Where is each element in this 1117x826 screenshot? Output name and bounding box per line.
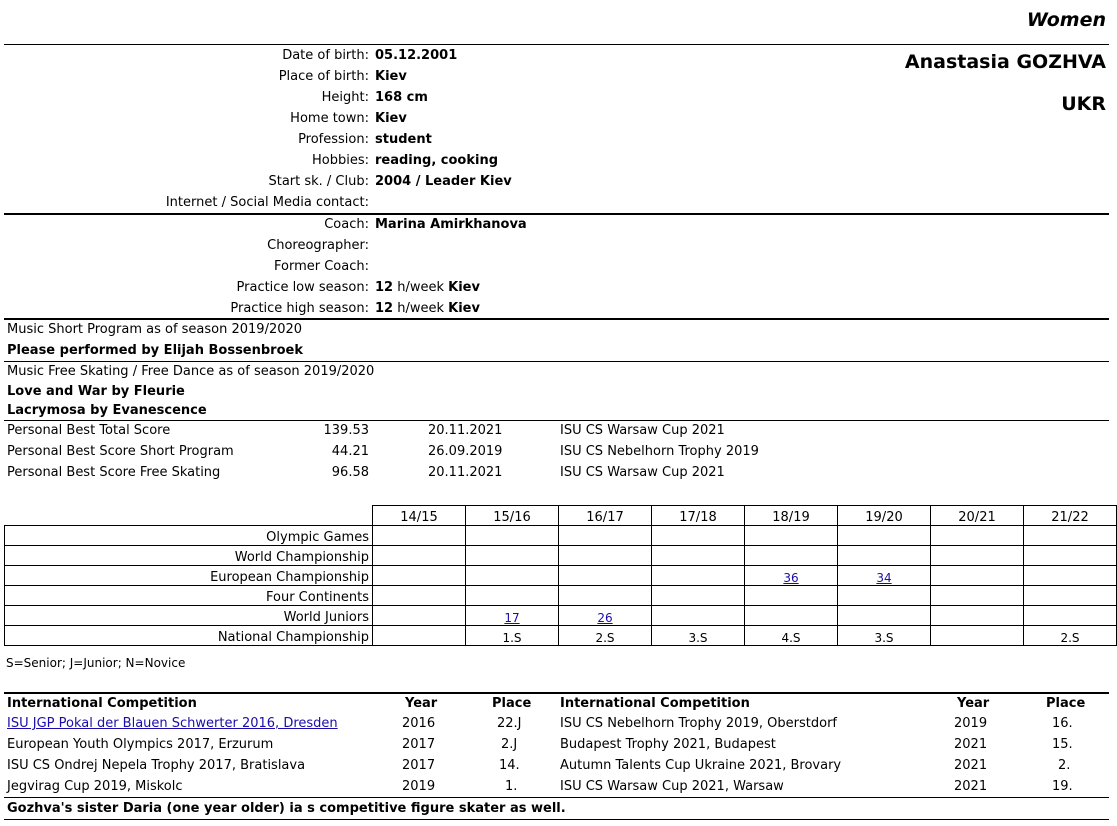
result-cell [559,586,652,606]
result-cell [373,626,466,646]
row-label: Olympic Games [5,526,373,546]
practice-high-place: Kiev [448,301,480,316]
coach-value: Marina Amirkhanova [375,217,527,232]
result-cell [466,546,559,566]
result-cell [931,526,1024,546]
competition-year: 2017 [402,737,436,752]
choreographer-label: Choreographer: [267,238,369,253]
competition-year: 2016 [402,716,436,731]
result-cell [652,546,745,566]
row-label: World Juniors [5,606,373,626]
music-fs-header: Music Free Skating / Free Dance as of season 2019/2020 [7,364,375,379]
season-header: 20/21 [931,506,1024,526]
practice-low-place: Kiev [448,280,480,295]
bio-divider [4,213,1109,215]
col-header-year: Year [405,696,438,711]
col-header-place: Place [1046,696,1086,711]
athlete-country: UKR [1061,93,1106,115]
music-fs-piece: Lacrymosa by Evanescence [7,403,207,418]
competition-year: 2017 [402,758,436,773]
bio-value: 05.12.2001 [375,48,458,63]
practice-high-hours: 12 [375,301,394,316]
season-header: 17/18 [652,506,745,526]
bio-label: Place of birth: [278,69,369,84]
competition-year: 2021 [954,758,988,773]
competition-name: Jegvirag Cup 2019, Miskolc [7,779,183,794]
competition-place: 19. [1052,779,1073,794]
bio-label: Hobbies: [312,153,369,168]
season-header: 15/16 [466,506,559,526]
result-cell: 2.S [1024,626,1117,646]
pb-date: 20.11.2021 [428,423,503,438]
music-fs-piece: Love and War by Fleurie [7,384,185,399]
practice-low-unit: h/week [393,280,449,295]
result-link[interactable]: 36 [783,571,799,585]
result-cell [373,526,466,546]
result-cell [559,566,652,586]
result-cell [838,566,931,586]
bio-value: reading, cooking [375,153,499,168]
music-divider [4,361,1109,362]
pb-label: Personal Best Score Short Program [7,444,234,459]
bio-label: Date of birth: [282,48,369,63]
season-header: 14/15 [373,506,466,526]
result-cell [1024,606,1117,626]
table-row [5,566,1117,586]
bio-label: Height: [321,90,369,105]
result-cell [745,546,838,566]
result-cell [838,606,931,626]
result-cell [745,526,838,546]
competition-name: ISU CS Ondrej Nepela Trophy 2017, Bratislava [7,758,306,773]
result-cell [373,546,466,566]
result-cell [838,586,931,606]
col-header-place: Place [492,696,532,711]
pb-label: Personal Best Total Score [7,423,171,438]
bio-label: Home town: [290,111,369,126]
pb-score: 139.53 [323,423,369,438]
result-cell [1024,566,1117,586]
result-cell [559,526,652,546]
result-cell [652,606,745,626]
result-cell [1024,526,1117,546]
season-header: 16/17 [559,506,652,526]
bio-label: Internet / Social Media contact: [165,195,369,210]
bio-value: 2004 / Leader Kiev [375,174,512,189]
competition-year: 2021 [954,737,988,752]
competition-year: 2021 [954,779,988,794]
table-row [5,546,1117,566]
season-header-row [5,506,1117,526]
result-cell [652,586,745,606]
bio-label: Profession: [298,132,369,147]
coach-label: Coach: [324,217,369,232]
result-cell [466,586,559,606]
pb-label: Personal Best Score Free Skating [7,465,221,480]
col-header-competition: International Competition [560,696,750,711]
music-sp-header: Music Short Program as of season 2019/2020 [7,322,303,337]
row-label: National Championship [5,626,373,646]
competitions-divider [4,692,1109,694]
practice-low-value [375,280,480,296]
result-cell [745,566,838,586]
result-cell: 1.S [466,626,559,646]
practice-low-hours: 12 [375,280,394,295]
pb-score: 44.21 [331,444,369,459]
result-cell [559,606,652,626]
corner-cell [5,506,373,526]
result-cell [838,526,931,546]
result-cell [1024,546,1117,566]
pb-date: 20.11.2021 [428,465,503,480]
result-cell: 3.S [838,626,931,646]
col-header-year: Year [957,696,990,711]
practice-low-label: Practice low season: [236,280,369,295]
competition-place: 22.J [497,716,522,731]
result-cell [652,566,745,586]
former-coach-label: Former Coach: [274,259,369,274]
season-header: 18/19 [745,506,838,526]
practice-high-value [375,301,480,317]
row-label: World Championship [5,546,373,566]
practice-high-label: Practice high season: [230,301,369,316]
result-cell [466,526,559,546]
note-divider [4,797,1109,798]
table-row [5,586,1117,606]
athlete-name: Anastasia GOZHVA [904,51,1106,73]
competition-name: European Youth Olympics 2017, Erzurum [7,737,274,752]
competition-name: ISU CS Nebelhorn Trophy 2019, Oberstdorf [560,716,837,731]
result-cell [931,566,1024,586]
practice-high-unit: h/week [393,301,449,316]
bio-value: 168 cm [375,90,428,105]
pb-score: 96.58 [331,465,369,480]
row-label: European Championship [5,566,373,586]
result-cell: 3.S [652,626,745,646]
competition-name: ISU CS Warsaw Cup 2021, Warsaw [560,779,784,794]
competition-place: 15. [1052,737,1073,752]
coaching-divider [4,318,1109,320]
bio-label: Start sk. / Club: [268,174,369,189]
result-cell [652,526,745,546]
competition-name: Budapest Trophy 2021, Budapest [560,737,776,752]
table-row [5,606,1117,626]
row-label: Four Continents [5,586,373,606]
result-cell [931,626,1024,646]
table-row [5,626,1117,646]
result-cell [931,586,1024,606]
result-cell [745,606,838,626]
result-cell [373,586,466,606]
result-cell: 4.S [745,626,838,646]
result-link[interactable]: 34 [876,571,892,585]
competition-place: 14. [499,758,520,773]
season-results-table [4,505,1117,646]
table-legend: S=Senior; J=Junior; N=Novice [6,656,186,670]
competition-link[interactable]: ISU JGP Pokal der Blauen Schwerter 2016, Dresden [7,716,338,731]
result-cell [931,546,1024,566]
category-title: Women [1026,9,1106,31]
season-header: 21/22 [1024,506,1117,526]
result-cell [931,606,1024,626]
competition-year: 2019 [402,779,436,794]
competition-year: 2019 [954,716,988,731]
pb-event: ISU CS Warsaw Cup 2021 [560,465,725,480]
pb-event: ISU CS Warsaw Cup 2021 [560,423,725,438]
result-cell [745,586,838,606]
top-divider [4,44,1109,45]
bottom-divider [4,819,1109,820]
athlete-note: Gozhva's sister Daria (one year older) ia s competitive figure skater as well. [7,801,566,816]
competition-place: 2. [1058,758,1071,773]
bio-value: Kiev [375,111,407,126]
result-cell [466,606,559,626]
result-cell [373,566,466,586]
competition-place: 1. [505,779,518,794]
result-cell [466,566,559,586]
result-cell [1024,586,1117,606]
result-cell: 2.S [559,626,652,646]
result-link[interactable]: 17 [504,611,520,625]
bio-value: Kiev [375,69,407,84]
competition-place: 2.J [501,737,518,752]
result-cell [373,606,466,626]
music-end-divider [4,420,1109,421]
competition-name: Autumn Talents Cup Ukraine 2021, Brovary [560,758,842,773]
table-row [5,526,1117,546]
col-header-competition: International Competition [7,696,197,711]
bio-value: student [375,132,432,147]
pb-date: 26.09.2019 [428,444,503,459]
result-cell [838,546,931,566]
competition-place: 16. [1052,716,1073,731]
music-sp-piece: Please performed by Elijah Bossenbroek [7,343,303,358]
pb-event: ISU CS Nebelhorn Trophy 2019 [560,444,759,459]
season-header: 19/20 [838,506,931,526]
result-link[interactable]: 26 [597,611,613,625]
result-cell [559,546,652,566]
